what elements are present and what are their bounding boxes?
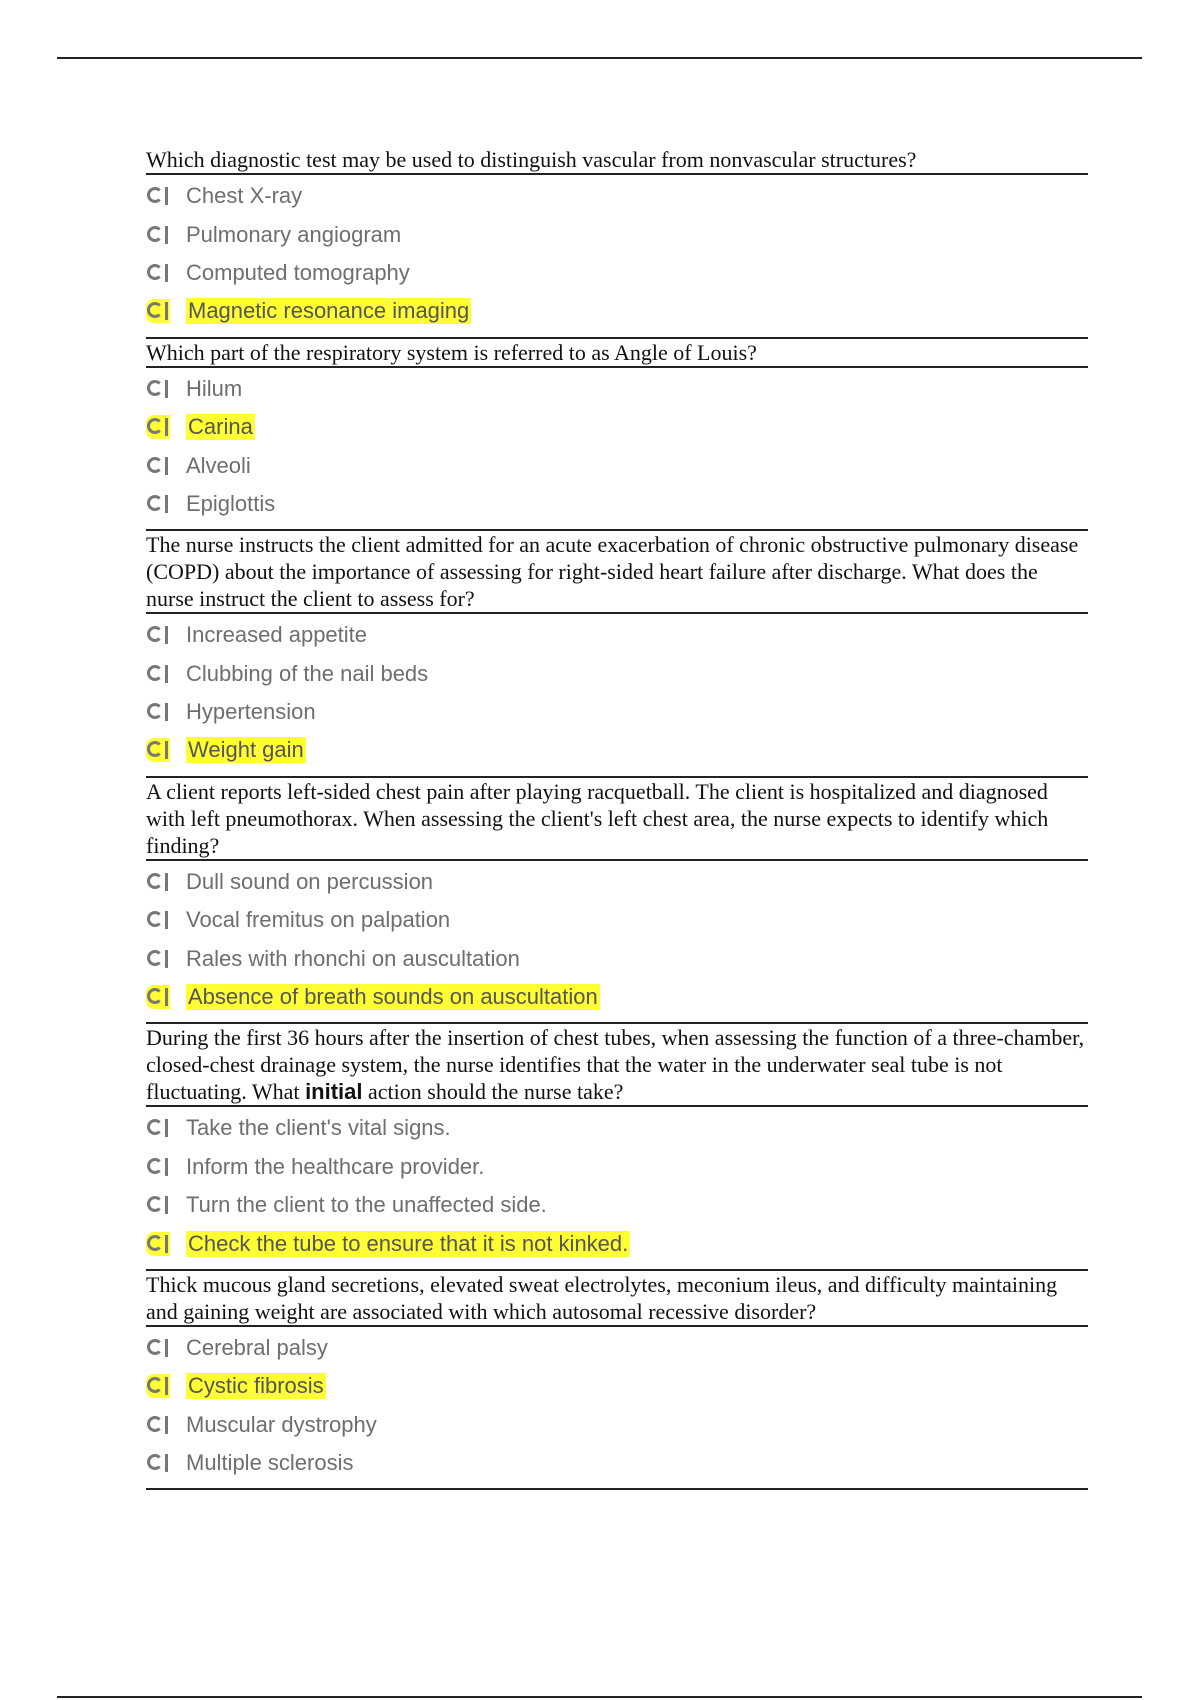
option-label: Chest X-ray [186, 183, 303, 209]
answer-option[interactable] [146, 446, 1088, 484]
option-label: Inform the healthcare provider. [186, 1153, 485, 1179]
option-label: Cystic fibrosis [188, 1373, 324, 1399]
radio-icon[interactable] [146, 908, 170, 932]
radio-icon[interactable] [146, 454, 170, 478]
answer-option[interactable] [146, 485, 1088, 523]
option-label: Turn the client to the unaffected side. [186, 1192, 547, 1218]
option-label: Carina [188, 414, 253, 440]
answer-option-highlighted[interactable] [146, 408, 1088, 446]
answer-option[interactable] [146, 370, 1088, 408]
option-label: Vocal fremitus on palpation [186, 907, 451, 933]
option-label: Take the client's vital signs. [186, 1115, 451, 1141]
option-label: Absence of breath sounds on auscultation [188, 984, 598, 1010]
page-bottom-rule [57, 1696, 1142, 1698]
answer-option[interactable] [146, 863, 1088, 901]
options-list [146, 614, 1088, 770]
radio-icon[interactable] [146, 1193, 170, 1217]
question-block [146, 531, 1088, 778]
question-text-emphasis: initial [305, 1079, 363, 1105]
page-top-rule [57, 57, 1142, 59]
answer-option-highlighted[interactable] [146, 731, 1088, 769]
radio-icon[interactable] [146, 299, 170, 323]
radio-icon[interactable] [146, 700, 170, 724]
radio-icon[interactable] [146, 662, 170, 686]
question-block [146, 146, 1088, 339]
question-text: Thick mucous gland secretions, elevated sweat electrolytes, meconium ileus, and difficulty maintaining and gaining weight are associated with which autosomal recessive disorder? [146, 1271, 1088, 1327]
option-label: Dull sound on percussion [186, 868, 434, 894]
answer-option-highlighted[interactable] [146, 1367, 1088, 1405]
quiz-content [146, 146, 1088, 1490]
answer-option[interactable] [146, 1329, 1088, 1367]
option-label: Multiple sclerosis [186, 1450, 354, 1476]
option-label: Hilum [186, 375, 243, 401]
radio-icon[interactable] [146, 1413, 170, 1437]
question-text-part: action should the nurse take? [362, 1079, 624, 1105]
radio-icon[interactable] [146, 492, 170, 516]
radio-icon[interactable] [146, 1232, 170, 1256]
option-label: Hypertension [186, 699, 316, 725]
option-label: Muscular dystrophy [186, 1411, 377, 1437]
answer-option-highlighted[interactable] [146, 978, 1088, 1016]
question-block [146, 339, 1088, 532]
radio-icon[interactable] [146, 184, 170, 208]
answer-option-highlighted[interactable] [146, 1224, 1088, 1262]
option-label: Increased appetite [186, 622, 368, 648]
radio-icon[interactable] [146, 985, 170, 1009]
answer-option[interactable] [146, 254, 1088, 292]
option-label: Cerebral palsy [186, 1335, 328, 1360]
question-text: The nurse instructs the client admitted for an acute exacerbation of chronic obstructive pulmonary disease (COPD) about the importance of assessing for right-sided heart failure after discharge. What does the nurse instruct the client to assess for? [146, 531, 1088, 614]
radio-icon[interactable] [146, 947, 170, 971]
question-text [146, 1024, 1088, 1107]
radio-icon[interactable] [146, 870, 170, 894]
radio-icon[interactable] [146, 1116, 170, 1140]
option-label: Alveoli [186, 452, 251, 478]
radio-icon[interactable] [146, 1155, 170, 1179]
option-label: Weight gain [188, 737, 304, 763]
radio-icon[interactable] [146, 1451, 170, 1475]
question-text: Which diagnostic test may be used to distinguish vascular from nonvascular structures? [146, 146, 1088, 175]
radio-icon[interactable] [146, 738, 170, 762]
radio-icon[interactable] [146, 623, 170, 647]
question-block [146, 778, 1088, 1025]
option-label: Clubbing of the nail beds [186, 660, 429, 686]
options-list [146, 1107, 1088, 1263]
question-text: Which part of the respiratory system is referred to as Angle of Louis? [146, 339, 1088, 368]
radio-icon[interactable] [146, 223, 170, 247]
question-block [146, 1271, 1088, 1491]
option-label: Check the tube to ensure that it is not kinked. [188, 1230, 629, 1256]
answer-option-highlighted[interactable] [146, 292, 1088, 330]
answer-option[interactable] [146, 1186, 1088, 1224]
answer-option[interactable] [146, 939, 1088, 977]
answer-option[interactable] [146, 1406, 1088, 1444]
answer-option[interactable] [146, 1109, 1088, 1147]
radio-icon[interactable] [146, 1374, 170, 1398]
answer-option[interactable] [146, 1444, 1088, 1482]
radio-icon[interactable] [146, 415, 170, 439]
answer-option[interactable] [146, 177, 1088, 215]
question-text-part: During the first 36 hours after the insertion of chest tubes, when assessing the function of a three-chamber, closed-chest drainage system, the nurse identifies that the water in the underwater seal tube is not fluctuating. What [146, 1025, 1085, 1105]
radio-icon[interactable] [146, 377, 170, 401]
question-divider [146, 1488, 1088, 1490]
options-list [146, 368, 1088, 524]
answer-option[interactable] [146, 655, 1088, 693]
answer-option[interactable] [146, 215, 1088, 253]
answer-option[interactable] [146, 901, 1088, 939]
option-label: Epiglottis [186, 490, 276, 516]
options-list [146, 1327, 1088, 1483]
option-label: Magnetic resonance imaging [188, 298, 470, 324]
option-label: Rales with rhonchi on auscultation [186, 945, 520, 971]
question-text: A client reports left-sided chest pain after playing racquetball. The client is hospitalized and diagnosed with left pneumothorax. When assessing the client's left chest area, the nurse expects to identify which finding? [146, 778, 1088, 861]
radio-icon[interactable] [146, 261, 170, 285]
radio-icon[interactable] [146, 1336, 170, 1360]
answer-option[interactable] [146, 1148, 1088, 1186]
options-list [146, 861, 1088, 1017]
options-list [146, 175, 1088, 331]
question-block [146, 1024, 1088, 1271]
option-label: Computed tomography [186, 259, 410, 285]
answer-option[interactable] [146, 616, 1088, 654]
answer-option[interactable] [146, 693, 1088, 731]
option-label: Pulmonary angiogram [186, 221, 402, 247]
